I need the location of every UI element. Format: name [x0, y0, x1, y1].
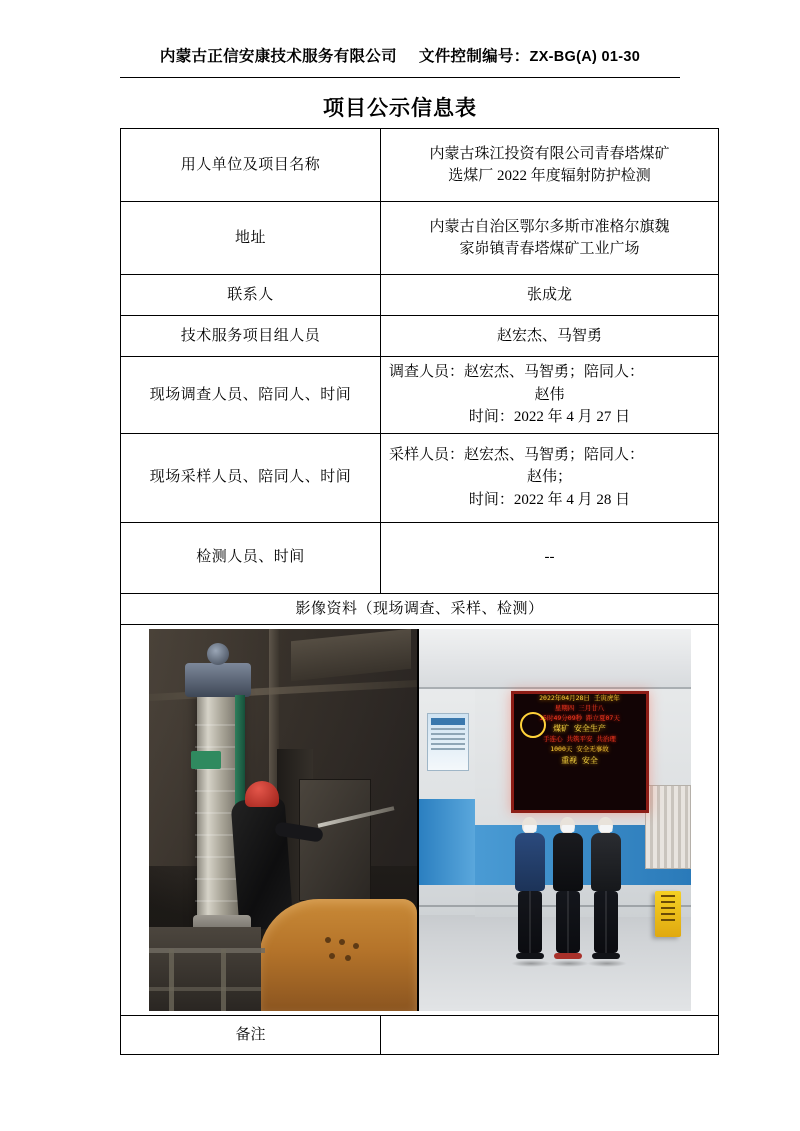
media-section-body: [121, 625, 719, 1016]
value-line: 家峁镇青春塔煤矿工业广场: [459, 241, 640, 257]
value-line: 时间：2022 年 4 月 27 日: [468, 409, 631, 425]
page-title: 项目公示信息表: [323, 96, 477, 120]
project-info-table: [120, 128, 719, 1055]
row-value-address: [381, 202, 719, 275]
row-label-team: 技术服务项目组人员: [121, 316, 381, 357]
table-row: [121, 357, 719, 434]
value-line: 选煤厂 2022 年度辐射防护检测: [448, 168, 651, 184]
value-line: 内蒙古珠江投资有限公司青春塔煤矿: [429, 145, 670, 162]
row-label-sampling: 现场采样人员、陪同人、时间: [121, 433, 381, 522]
photo-valve-handwheel: [207, 643, 229, 665]
photo-person-shoes: [554, 953, 582, 959]
value-line: 赵伟: [534, 386, 565, 403]
photo-shadow: [511, 960, 551, 967]
photo-handrail: [149, 987, 261, 991]
photo-pair: [149, 629, 691, 1011]
row-value-team: 赵宏杰、马智勇: [381, 316, 719, 357]
led-line: 手连心 共筑平安 共治理: [543, 735, 616, 744]
row-label-remark: 备注: [121, 1016, 381, 1055]
photo-person-mask: [523, 825, 536, 832]
photo-person-legs: [518, 891, 542, 953]
photo-shadow: [549, 960, 589, 967]
photo-person-torso: [591, 833, 621, 891]
photo-rail-post: [221, 949, 226, 1011]
table-row: [121, 316, 719, 357]
table-row: [121, 433, 719, 522]
photo-ceiling: [419, 629, 691, 689]
clock-icon: [520, 712, 546, 738]
photo-red-helmet: [245, 781, 279, 807]
row-value-contact: 张成龙: [381, 275, 719, 316]
photo-person: [515, 817, 545, 959]
company-name: 内蒙古正信安康技术服务有限公司: [159, 48, 397, 65]
photo-person-mask: [599, 825, 612, 832]
photo-handrail: [149, 948, 265, 953]
led-line: 1000天 安全无事故: [550, 745, 609, 753]
document-header: [120, 44, 680, 78]
media-section-header: 影像资料（现场调查、采样、检测）: [121, 593, 719, 625]
photo-caution-sign: [655, 891, 681, 937]
value-line: 时间：2022 年 4 月 28 日: [468, 491, 631, 508]
row-value-testing: --: [381, 522, 719, 593]
photo-person-mask: [561, 825, 574, 832]
photo-person-torso: [553, 833, 583, 891]
document-control-number: [419, 44, 640, 66]
document-control-value: ZX-BG(A) 01-30: [529, 49, 641, 65]
photo-valve: [185, 663, 251, 697]
photo-shadow: [587, 960, 627, 967]
led-line: 星期四 三月廿八: [554, 703, 605, 712]
photo-person-shoes: [516, 953, 544, 959]
photo-person: [553, 817, 583, 959]
table-row: [121, 129, 719, 202]
photo-person-legs: [594, 891, 618, 953]
row-label-site-survey: 现场调查人员、陪同人、时间: [121, 357, 381, 434]
led-line: 2022年04月28日 壬寅虎年: [539, 694, 620, 702]
document-control-label: 文件控制编号：: [418, 48, 530, 65]
corridor-group-photo-with-led-screen: [419, 629, 691, 1011]
table-row: [121, 275, 719, 316]
photo-floor: [149, 927, 261, 1011]
value-line: 赵伟；: [526, 469, 572, 486]
photo-person-torso: [515, 833, 545, 891]
photo-green-label: [191, 751, 221, 769]
table-row: [121, 202, 719, 275]
table-row: [121, 625, 719, 1016]
photo-person: [591, 817, 621, 959]
row-label-address: 地址: [121, 202, 381, 275]
photo-person-shoes: [592, 953, 620, 959]
industrial-equipment-inspection-photo: [149, 629, 417, 1011]
led-line: 15时49分09秒 距立夏07天: [539, 713, 620, 722]
led-line: 煤矿 安全生产: [553, 724, 606, 734]
photo-tank-holes: [325, 937, 367, 969]
photo-rail-post: [169, 949, 174, 1011]
table-row: [121, 1016, 719, 1055]
row-value-employer-project: [381, 129, 719, 202]
row-label-employer-project: 用人单位及项目名称: [121, 129, 381, 202]
photo-ceiling-edge: [419, 687, 691, 689]
photo-radiator: [645, 785, 691, 869]
value-line: 采样人员：赵宏杰、马智勇；陪同人：: [389, 446, 645, 463]
photo-green-pipe: [235, 695, 245, 815]
row-value-remark: [381, 1016, 719, 1055]
table-row: [121, 593, 719, 625]
led-line: 重视 安全: [561, 755, 598, 765]
value-line: 内蒙古自治区鄂尔多斯市准格尔旗魏: [429, 218, 670, 235]
row-label-testing: 检测人员、时间: [121, 522, 381, 593]
row-label-contact: 联系人: [121, 275, 381, 316]
row-value-sampling: [381, 433, 719, 522]
photo-notice-board: [427, 713, 469, 771]
photo-led-display: [511, 691, 649, 813]
photo-blue-wainscot: [419, 799, 475, 885]
row-value-site-survey: [381, 357, 719, 434]
value-line: 调查人员：赵宏杰、马智勇；陪同人：: [389, 364, 645, 380]
photo-person-legs: [556, 891, 580, 953]
table-row: [121, 522, 719, 593]
